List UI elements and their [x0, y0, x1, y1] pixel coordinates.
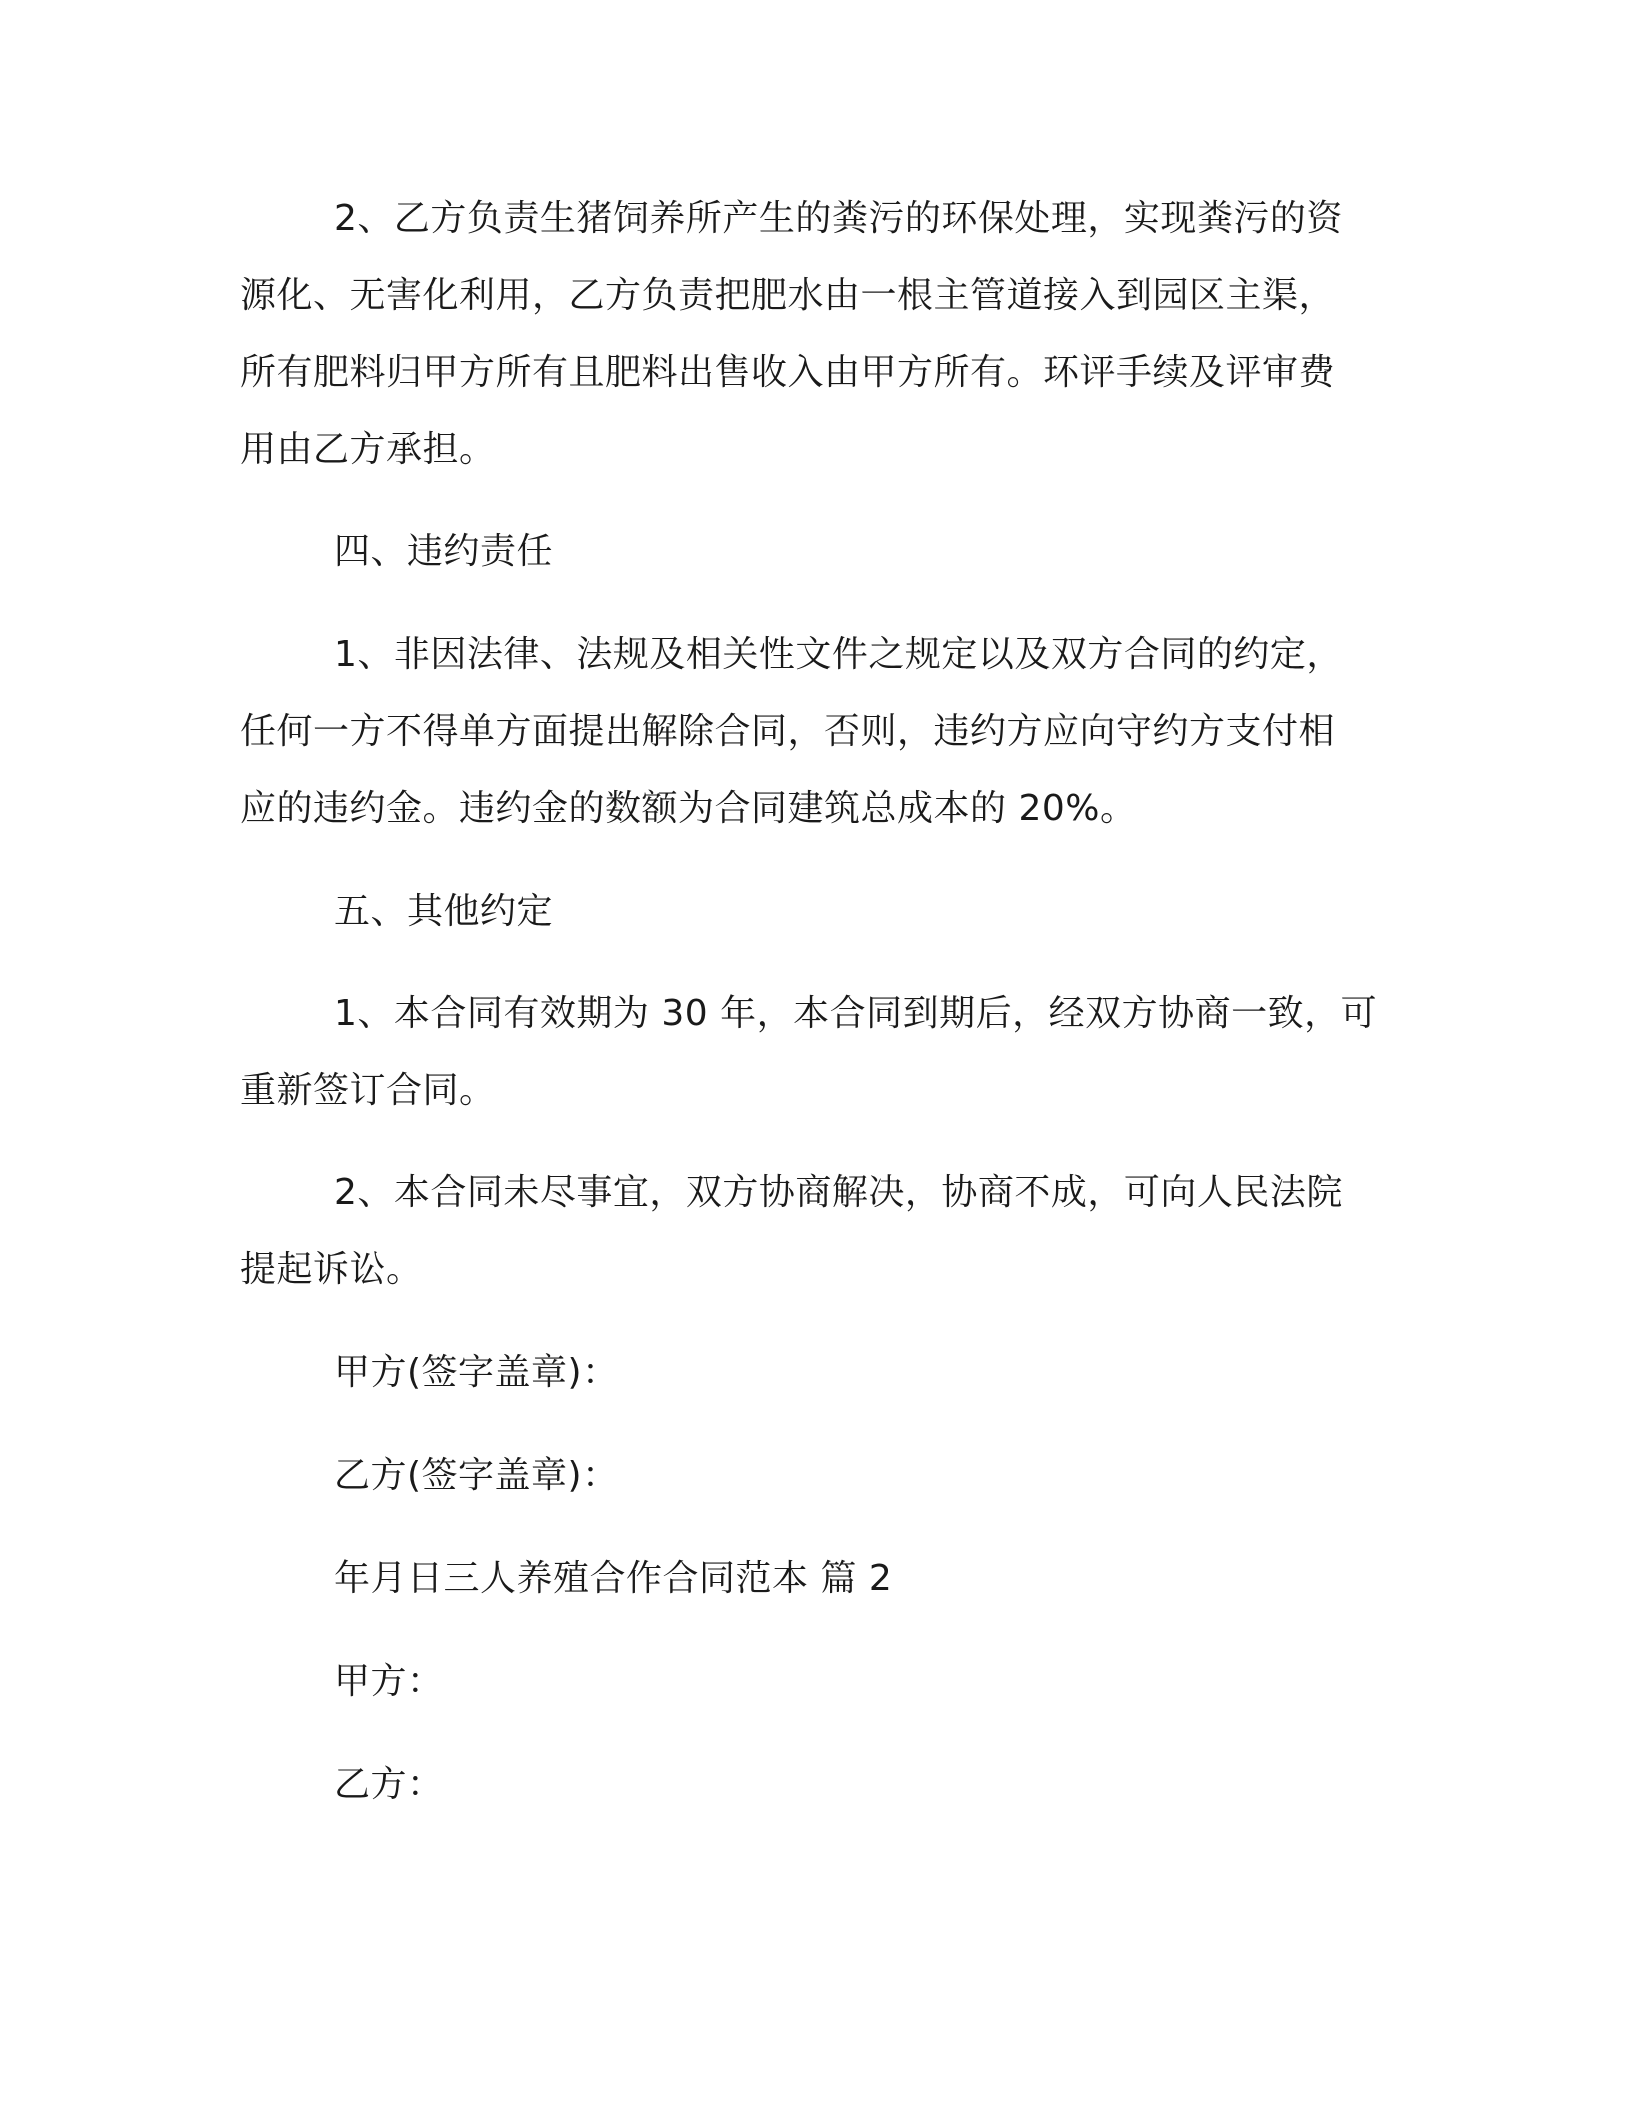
- signature-line-party-a: 甲方(签字盖章)：: [334, 1352, 619, 1393]
- paragraph-line: 2、乙方负责生猪饲养所产生的粪污的环保处理，实现粪污的资: [334, 198, 1343, 239]
- paragraph-line: 1、非因法律、法规及相关性文件之规定以及双方合同的约定，: [334, 634, 1343, 675]
- section-heading: 四、违约责任: [334, 531, 554, 572]
- paragraph-line: 所有肥料归甲方所有且肥料出售收入由甲方所有。环评手续及评审费: [240, 352, 1336, 393]
- paragraph-line: 2、本合同未尽事宜，双方协商解决，协商不成，可向人民法院: [334, 1172, 1343, 1213]
- paragraph-line: 重新签订合同。: [240, 1070, 496, 1111]
- party-a-label: 甲方：: [334, 1661, 444, 1702]
- paragraph-line: 源化、无害化利用，乙方负责把肥水由一根主管道接入到园区主渠，: [240, 275, 1336, 316]
- paragraph-line: 任何一方不得单方面提出解除合同，否则，违约方应向守约方支付相: [240, 711, 1336, 752]
- party-b-label: 乙方：: [334, 1764, 444, 1805]
- section-heading: 五、其他约定: [334, 891, 554, 932]
- signature-line-party-b: 乙方(签字盖章)：: [334, 1455, 619, 1496]
- paragraph-line: 提起诉讼。: [240, 1249, 423, 1290]
- paragraph-line: 1、本合同有效期为 30 年，本合同到期后，经双方协商一致，可: [334, 993, 1378, 1034]
- paragraph-line: 用由乙方承担。: [240, 429, 496, 470]
- paragraph-line: 应的违约金。违约金的数额为合同建筑总成本的 20%。: [240, 788, 1137, 829]
- section-title: 年月日三人养殖合作合同范本 篇 2: [334, 1558, 893, 1599]
